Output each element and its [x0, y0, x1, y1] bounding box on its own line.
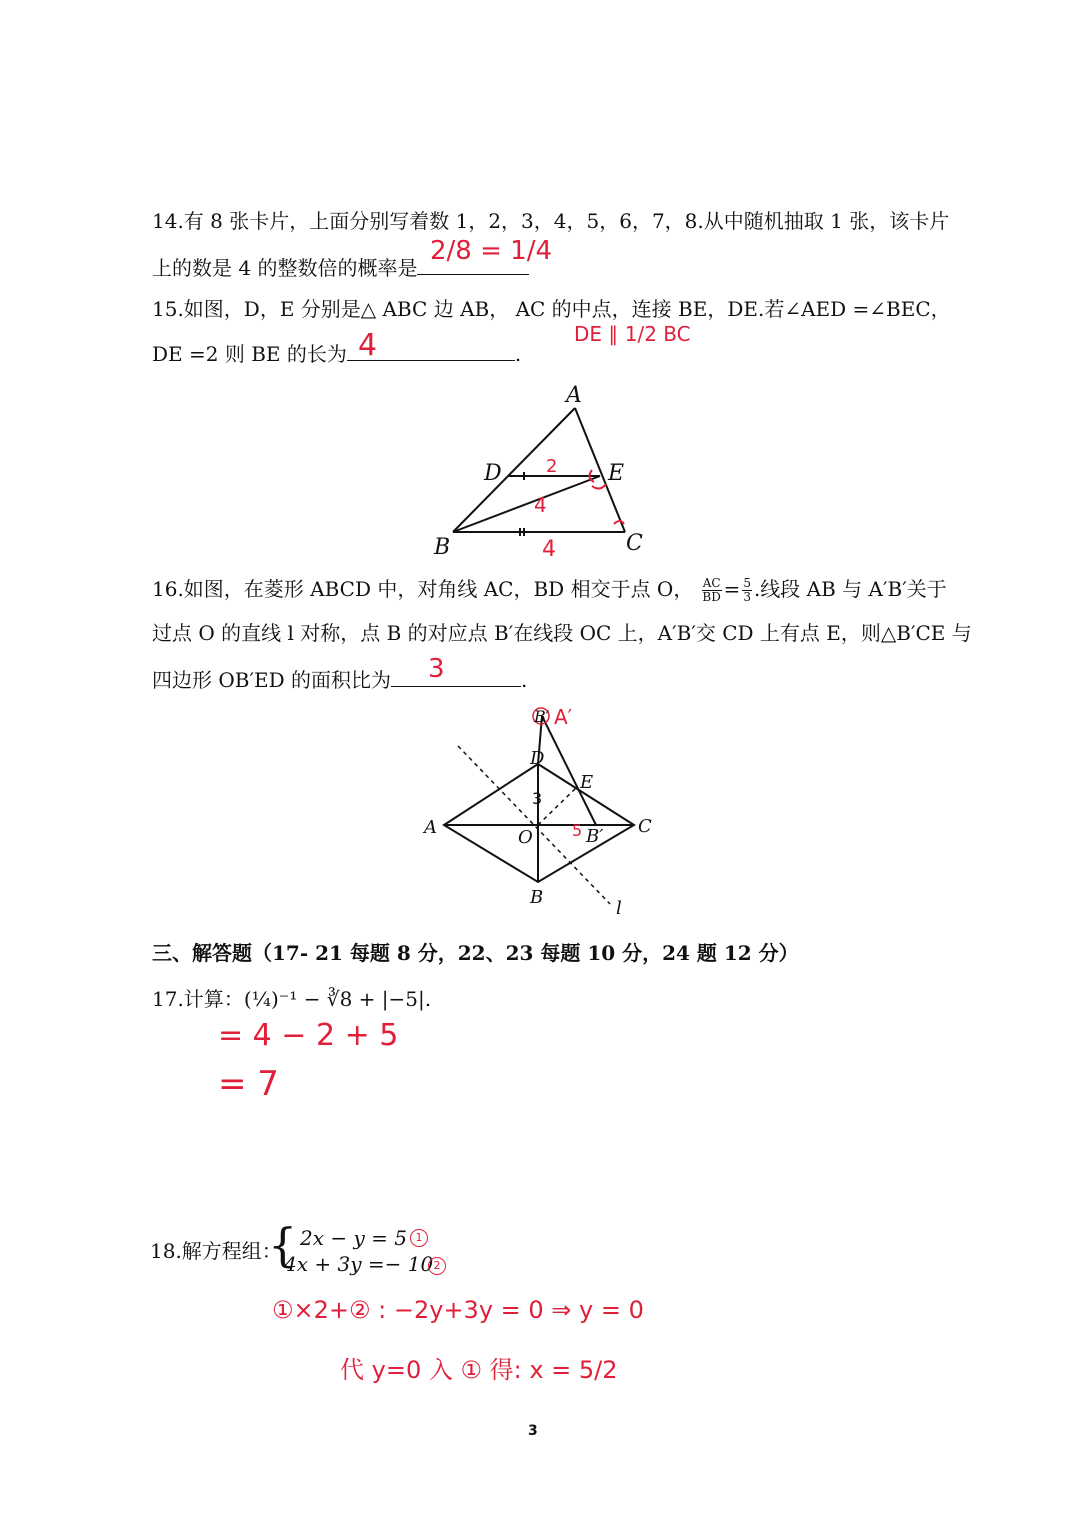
q14-line1: 14.有 8 张卡片，上面分别写着数 1，2，3，4，5，6，7，8.从中随机抽取 1 张，该卡片: [152, 209, 950, 233]
q14-answer-handwritten: 2/8 = 1/4: [430, 236, 553, 266]
dashed-oe: [538, 788, 576, 825]
q18-eq2: 4x + 3y =− 10: [284, 1252, 434, 1276]
q17-expression: (¼)⁻¹ − ∛8 + |−5|.: [243, 987, 432, 1011]
q18-mark-1: 1: [410, 1226, 428, 1247]
q16-line2: 过点 O 的直线 l 对称，点 B 的对应点 B′在线段 OC 上，A′B′交 CD 上有点 E，则△B′CE 与: [152, 621, 972, 645]
q18-prefix: 18.解方程组：: [150, 1239, 282, 1263]
mark-od: 3: [532, 789, 543, 808]
q16-line1-prefix: 16.如图，在菱形 ABCD 中，对角线 AC，BD 相交于点 O，: [152, 577, 694, 601]
q15-note-handwritten: DE ∥ 1/2 BC: [574, 322, 691, 346]
q18-mark-2: 2: [428, 1254, 446, 1275]
label-e: E: [580, 772, 594, 793]
q18-work-line1: ①×2+② : −2y+3y = 0 ⇒ y = 0: [272, 1296, 644, 1324]
q16-line1-suffix: .线段 AB 与 A′B′关于: [753, 577, 947, 601]
label-c: C: [626, 531, 643, 556]
section-3-title: 三、解答题（17- 21 每题 8 分，22、23 每题 10 分，24 题 12 分）: [152, 941, 799, 965]
q18-eq1: 2x − y = 5: [300, 1226, 407, 1250]
q17-work-line2: = 7: [218, 1064, 279, 1104]
q16-answer-handwritten: 3: [428, 654, 445, 684]
frac-val-den: 3: [743, 590, 751, 604]
mark-de: 2: [546, 456, 558, 477]
q14-line2-text: 上的数是 4 的整数倍的概率是: [152, 256, 418, 280]
label-bprime-top: B′: [534, 707, 550, 726]
q16-line1: [152, 576, 947, 604]
mark-ob: 5: [572, 821, 583, 840]
figure-16-rhombus: [410, 700, 670, 920]
q16-fraction-ac-bd: [702, 577, 722, 604]
q16-answer-blank: [391, 664, 521, 687]
label-d: D: [484, 461, 502, 486]
page-number: 3: [528, 1423, 538, 1439]
figure-15-triangle: [420, 378, 680, 562]
label-a: A: [566, 383, 582, 408]
angle-c-mark: [614, 521, 624, 524]
label-aprime-handwritten: A′: [554, 705, 573, 729]
label-l: l: [616, 898, 622, 919]
frac-den: BD: [702, 590, 721, 604]
segment-apbp: [542, 716, 596, 825]
segment-be: [453, 476, 600, 532]
label-b: B: [530, 887, 544, 908]
q15-answer-handwritten: 4: [358, 328, 378, 363]
label-d: D: [530, 748, 545, 769]
q15-line1: 15.如图，D，E 分别是△ ABC 边 AB， AC 的中点，连接 BE，DE.若∠AED =∠BEC，: [152, 297, 951, 321]
q18-work-line2: 代 y=0 入 ① 得: x = 5/2: [340, 1356, 618, 1384]
q18-brace: {: [268, 1218, 298, 1272]
q15-line2: DE =2 则 BE 的长为 .: [152, 338, 521, 367]
q16-fraction-5-3: [742, 577, 752, 604]
label-bprime: B′: [586, 826, 604, 847]
q15-line2-text: DE =2 则 BE 的长为: [152, 342, 347, 366]
mark-be: 4: [534, 493, 547, 517]
label-b: B: [434, 535, 451, 560]
q16-line3: 四边形 OB′ED 的面积比为 .: [152, 664, 527, 693]
q17-work-line1: = 4 − 2 + 5: [218, 1018, 399, 1053]
q16-line3-text: 四边形 OB′ED 的面积比为: [152, 668, 391, 692]
label-e: E: [608, 461, 625, 486]
frac-val-num: 5: [743, 576, 751, 590]
frac-eq: =: [723, 577, 741, 601]
label-o: O: [518, 827, 533, 848]
label-c: C: [638, 816, 652, 837]
q17-line: [152, 986, 431, 1012]
label-a: A: [424, 817, 437, 838]
q17-prefix: 17.计算：: [152, 987, 244, 1011]
angle-bec-mark: [592, 484, 606, 489]
mark-bc: 4: [542, 537, 556, 562]
frac-num: AC: [702, 576, 721, 590]
